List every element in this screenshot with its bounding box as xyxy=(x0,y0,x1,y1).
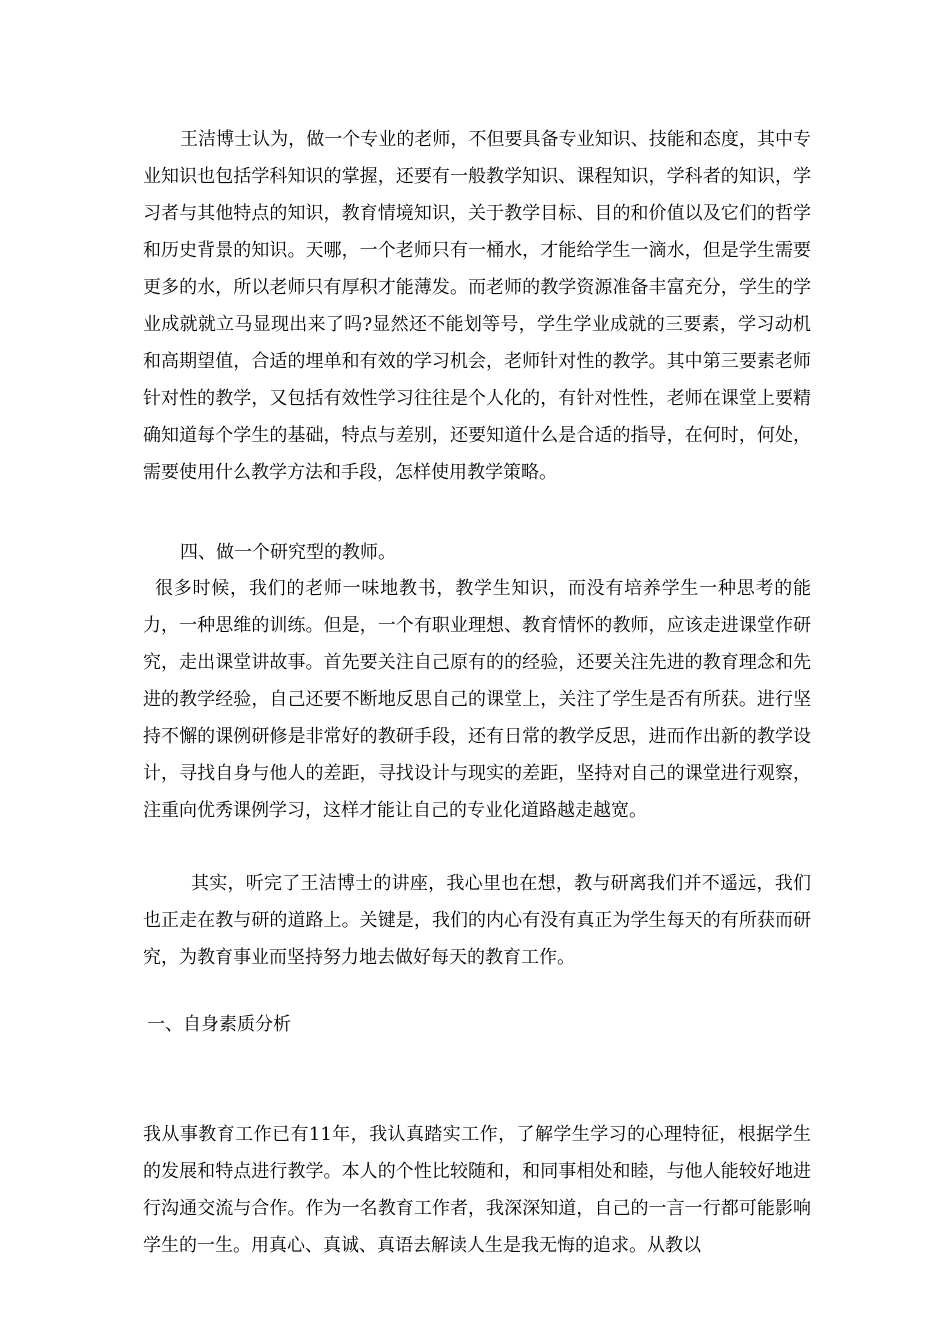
paragraph-wang-jie-professional-knowledge: 王洁博士认为，做一个专业的老师，不但要具备专业知识、技能和态度，其中专业知识也包括学科知识的掌握，还要有一般教学知识、课程知识，学科者的知识，学习者与其他特点的知识，教育情境知识，关于教学目标、目的和价值以及它们的哲学和历史背景的知识。天哪，一个老师只有一桶水，才能给学生一滴水，但是学生需要更多的水，所以老师只有厚积才能薄发。而老师的教学资源准备丰富充分，学生的学业成就就立马显现出来了吗?显然还不能划等号，学生学业成就的三要素，学习动机和高期望值，合适的埋单和有效的学习机会，老师针对性的教学。其中第三要素老师针对性的教学，又包括有效性学习往往是个人化的，有针对性性，老师在课堂上要精确知道每个学生的基础，特点与差别，还要知道什么是合适的指导，在何时，何处，需要使用什么教学方法和手段，怎样使用教学策略。 xyxy=(143,129,811,483)
paragraph-research-in-classroom: 很多时候，我们的老师一味地教书，教学生知识，而没有培养学生一种思考的能力，一种思维的训练。但是，一个有职业理想、教育情怀的教师，应该走进课堂作研究，走出课堂讲故事。首先要关注自己原有的的经验，还要关注先进的教育理念和先进的教学经验，自己还要不断地反思自己的课堂上，关注了学生是否有所获。进行坚持不懈的课例研修是非常好的教研手段，还有日常的教学反思，进而作出新的教学设计，寻找自身与他人的差距，寻找设计与现实的差距，坚持对自己的课堂进行观察，注重向优秀课例学习，这样才能让自己的专业化道路越走越宽。 xyxy=(143,578,811,821)
heading-research-teacher: 四、做一个研究型的教师。 xyxy=(180,542,396,563)
heading-self-analysis: 一、自身素质分析 xyxy=(147,1014,291,1035)
paragraph-reflection: 其实，听完了王洁博士的讲座，我心里也在想，教与研离我们并不遥远，我们也正走在教与研的道路上。关键是，我们的内心有没有真正为学生每天的有所获而研究，为教育事业而坚持努力地去做好每天的教育工作。 xyxy=(143,873,811,968)
paragraph-self-analysis: 我从事教育工作已有11年，我认真踏实工作，了解学生学习的心理特征，根据学生的发展和特点进行教学。本人的个性比较随和，和同事相处和睦，与他人能较好地进行沟通交流与合作。作为一名教育工作者，我深深知道，自己的一言一行都可能影响学生的一生。用真心、真诚、真语去解读人生是我无悔的追求。从教以 xyxy=(143,1124,811,1256)
